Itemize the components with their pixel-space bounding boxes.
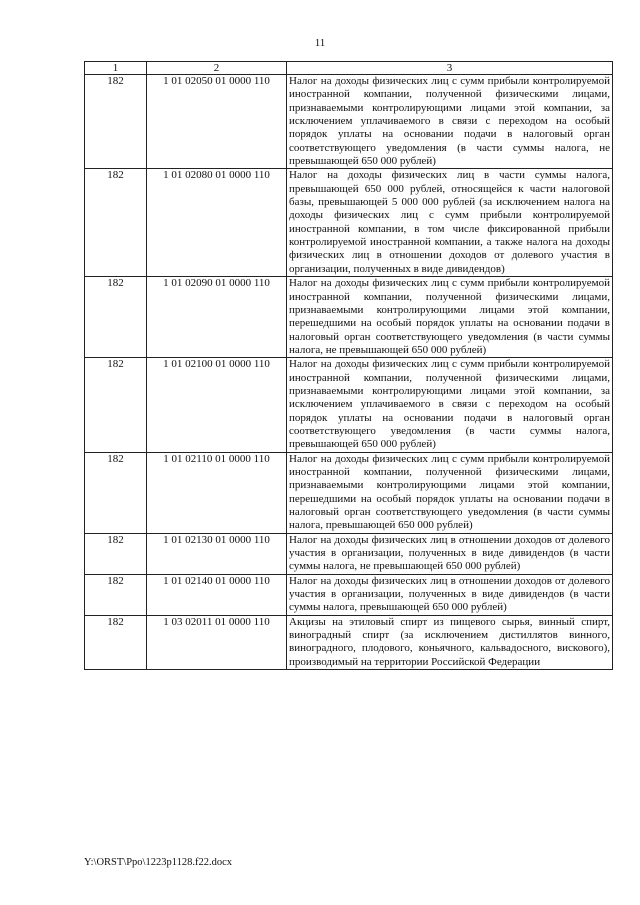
budget-code-cell: 1 01 02100 01 0000 110 xyxy=(147,358,287,452)
income-name-cell: Налог на доходы физических лиц с сумм прибыли контролируемой иностранной компании, полученной физическими лицами, признаваемыми контролирующими лицами этой компании, перешедшими на особый порядок уплаты на основании подачи в налоговый орган соответствующего уведомления (в части суммы налога, превышающей 650 000 рублей) xyxy=(287,452,613,533)
administrator-code-cell: 182 xyxy=(85,75,147,169)
budget-code-cell: 1 01 02050 01 0000 110 xyxy=(147,75,287,169)
table-row xyxy=(85,615,613,669)
table-row xyxy=(85,533,613,574)
table-header-row xyxy=(85,62,613,75)
administrator-code-cell: 182 xyxy=(85,574,147,615)
administrator-code-cell: 182 xyxy=(85,533,147,574)
budget-classification-table xyxy=(84,61,613,670)
table-row xyxy=(85,169,613,277)
administrator-code-cell: 182 xyxy=(85,277,147,358)
column-header-2: 2 xyxy=(147,62,287,75)
administrator-code-cell: 182 xyxy=(85,169,147,277)
income-name-cell: Налог на доходы физических лиц с сумм прибыли контролируемой иностранной компании, полученной физическими лицами, признаваемыми контролирующими лицами этой компании, за исключением уплачиваемого в связи с переходом на особый порядок уплаты на основании подачи в налоговый орган соответствующего уведомления (в части суммы налога, превышающей 650 000 рублей) xyxy=(287,358,613,452)
income-name-cell: Акцизы на этиловый спирт из пищевого сырья, винный спирт, виноградный спирт (за исключением дистиллятов винного, виноградного, плодового, коньячного, кальвадосного, вискового), производимый на территории Российской Федерации xyxy=(287,615,613,669)
administrator-code-cell: 182 xyxy=(85,452,147,533)
table-row xyxy=(85,75,613,169)
budget-code-cell: 1 01 02140 01 0000 110 xyxy=(147,574,287,615)
budget-code-cell: 1 03 02011 01 0000 110 xyxy=(147,615,287,669)
administrator-code-cell: 182 xyxy=(85,358,147,452)
table-row xyxy=(85,574,613,615)
page-number: 11 xyxy=(314,37,326,49)
table-row xyxy=(85,277,613,358)
table-row xyxy=(85,358,613,452)
column-header-1: 1 xyxy=(85,62,147,75)
income-name-cell: Налог на доходы физических лиц в части суммы налога, превышающей 650 000 рублей, относящейся к части налоговой базы, превышающей 5 000 000 рублей (за исключением налога на доходы физических лиц с сумм прибыли контролируемой иностранной компании, в том числе фиксированной прибыли контролируемой иностранной компании, а также налога на доходы физических лиц в отношении доходов от долевого участия в организации, полученных в виде дивидендов) xyxy=(287,169,613,277)
income-name-cell: Налог на доходы физических лиц с сумм прибыли контролируемой иностранной компании, полученной физическими лицами, признаваемыми контролирующими лицами этой компании, за исключением уплачиваемого в связи с переходом на особый порядок уплаты на основании подачи в налоговый орган соответствующего уведомления (в части суммы налога, не превышающей 650 000 рублей) xyxy=(287,75,613,169)
budget-code-cell: 1 01 02080 01 0000 110 xyxy=(147,169,287,277)
budget-code-cell: 1 01 02110 01 0000 110 xyxy=(147,452,287,533)
file-path-footer: Y:\ORST\Ppo\1223p1128.f22.docx xyxy=(84,857,232,868)
income-name-cell: Налог на доходы физических лиц с сумм прибыли контролируемой иностранной компании, полученной физическими лицами, признаваемыми контролирующими лицами этой компании, перешедшими на особый порядок уплаты на основании подачи в налоговый орган соответствующего уведомления (в части суммы налога, не превышающей 650 000 рублей) xyxy=(287,277,613,358)
income-name-cell: Налог на доходы физических лиц в отношении доходов от долевого участия в организации, полученных в виде дивидендов (в части суммы налога, превышающей 650 000 рублей) xyxy=(287,574,613,615)
budget-code-cell: 1 01 02090 01 0000 110 xyxy=(147,277,287,358)
table-row xyxy=(85,452,613,533)
income-name-cell: Налог на доходы физических лиц в отношении доходов от долевого участия в организации, полученных в виде дивидендов (в части суммы налога, не превышающей 650 000 рублей) xyxy=(287,533,613,574)
budget-code-cell: 1 01 02130 01 0000 110 xyxy=(147,533,287,574)
column-header-3: 3 xyxy=(287,62,613,75)
administrator-code-cell: 182 xyxy=(85,615,147,669)
